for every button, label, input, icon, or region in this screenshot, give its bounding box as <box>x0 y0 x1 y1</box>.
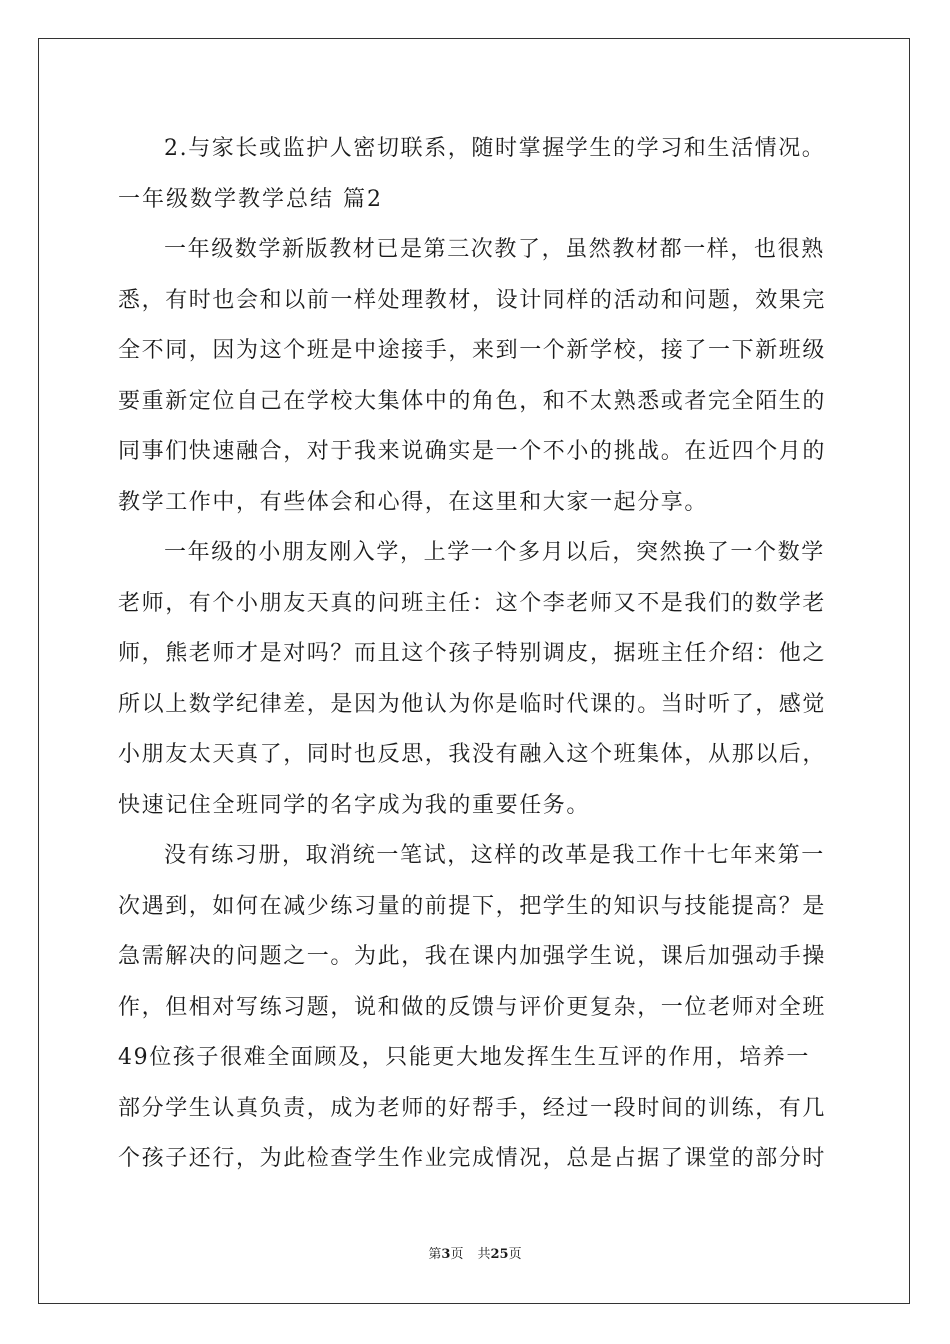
section-heading: 一年级数学教学总结 篇2 <box>118 186 383 212</box>
paragraph-line: 教学工作中，有些体会和心得，在这里和大家一起分享。 <box>118 489 709 515</box>
paragraph-line: 小朋友太天真了，同时也反思，我没有融入这个班集体，从那以后， <box>118 742 827 767</box>
document-body <box>118 124 834 1185</box>
total-pages: 25 <box>490 1247 509 1262</box>
paragraph-line: 全不同，因为这个班是中途接手，来到一个新学校，接了一下新班级 <box>118 338 827 363</box>
paragraph-line: 一年级数学新版教材已是第三次教了，虽然教材都一样，也很熟 <box>164 237 825 262</box>
paragraph-line: 作，但相对写练习题，说和做的反馈与评价更复杂，一位老师对全班 <box>118 994 827 1020</box>
total-prefix: 共 <box>477 1247 491 1262</box>
page-suffix: 页 <box>450 1247 464 1262</box>
total-suffix: 页 <box>508 1247 522 1262</box>
paragraph-line: 所以上数学纪律差，是因为他认为你是临时代课的。当时听了，感觉 <box>118 691 827 717</box>
paragraph-line: 49位孩子很难全面顾及，只能更大地发挥生生互评的作用，培养一 <box>118 1045 810 1070</box>
paragraph-line: 2.与家长或监护人密切联系，随时掌握学生的学习和生活情况。 <box>164 136 826 161</box>
paragraph-line: 快速记住全班同学的名字成为我的重要任务。 <box>118 792 591 818</box>
paragraph-line: 老师，有个小朋友天真的问班主任：这个李老师又不是我们的数学老 <box>118 590 827 616</box>
page-number: 3 <box>441 1247 451 1262</box>
paragraph-line: 师，熊老师才是对吗？而且这个孩子特别调皮，据班主任介绍：他之 <box>118 641 827 666</box>
page-footer <box>0 1246 950 1264</box>
paragraph-line: 要重新定位自己在学校大集体中的角色，和不太熟悉或者完全陌生的 <box>118 388 827 414</box>
paragraph-line: 没有练习册，取消统一笔试，这样的改革是我工作十七年来第一 <box>164 843 825 868</box>
paragraph-line: 次遇到，如何在减少练习量的前提下，把学生的知识与技能提高？是 <box>118 893 827 919</box>
paragraph-line: 悉，有时也会和以前一样处理教材，设计同样的活动和问题，效果完 <box>118 287 827 313</box>
paragraph-line: 部分学生认真负责，成为老师的好帮手，经过一段时间的训练，有几 <box>118 1095 827 1121</box>
paragraph-line: 急需解决的问题之一。为此，我在课内加强学生说，课后加强动手操 <box>118 944 827 969</box>
paragraph-line: 一年级的小朋友刚入学，上学一个多月以后，突然换了一个数学 <box>164 540 825 565</box>
paragraph-line: 个孩子还行，为此检查学生作业完成情况，总是占据了课堂的部分时 <box>118 1146 827 1171</box>
paragraph-line: 同事们快速融合，对于我来说确实是一个不小的挑战。在近四个月的 <box>118 439 827 464</box>
page-prefix: 第 <box>428 1247 442 1262</box>
